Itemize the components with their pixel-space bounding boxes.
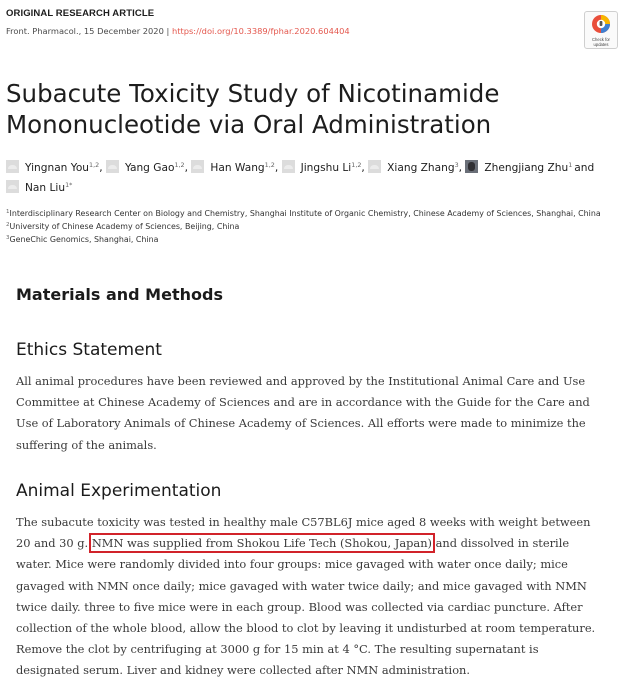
- affiliation-number: 2: [6, 222, 10, 229]
- affiliation-number: 1: [6, 209, 10, 215]
- author-name[interactable]: Jingshu Li: [300, 162, 352, 174]
- author-affiliation-sup: 1: [568, 161, 573, 169]
- author-item[interactable]: [106, 162, 185, 174]
- affiliation-list: [6, 207, 618, 247]
- check-updates-icon: [591, 14, 611, 34]
- author-avatar-icon: [282, 160, 295, 173]
- author-list: [6, 158, 621, 198]
- ethics-statement-heading: Ethics Statement: [16, 340, 162, 360]
- doi-link[interactable]: https://doi.org/10.3389/fphar.2020.604404: [171, 26, 350, 36]
- author-separator: ,: [458, 162, 463, 174]
- author-separator: ,: [184, 162, 188, 174]
- author-affiliation-sup: 1,2: [89, 161, 100, 169]
- author-name[interactable]: Yingnan You: [25, 162, 90, 174]
- author-affiliation-sup: 1*: [65, 181, 73, 189]
- check-for-updates-badge[interactable]: [584, 11, 618, 49]
- affiliation-text: Interdisciplinary Research Center on Biology and Chemistry, Shanghai Institute of Organic Chemistry, Chinese Academy of Sciences, Shanghai, China: [9, 209, 601, 218]
- animal-experimentation-heading: Animal Experimentation: [16, 481, 222, 501]
- line-segment: and dissolved in sterile: [431, 536, 570, 551]
- author-item[interactable]: [6, 162, 99, 174]
- paragraph-line: Use of Laboratory Animals of Chinese Academy of Sciences. All efforts were made to minimize the: [16, 416, 586, 431]
- author-avatar-icon: [368, 160, 381, 173]
- affiliation-item: [6, 220, 618, 233]
- paragraph-line: Remove the clot by centrifuging at 3000 g for 15 min at 4 °C. The resulting supernatant is: [16, 642, 539, 657]
- affiliation-item: [6, 233, 618, 246]
- affiliation-number: 3: [6, 235, 10, 242]
- author-name[interactable]: Zhengjiang Zhu: [484, 162, 569, 174]
- animal-experimentation-text: [16, 512, 616, 682]
- paragraph-line: water. Mice were randomly divided into four groups: mice gavaged with water once daily; mice: [16, 557, 568, 572]
- citation-line: [6, 26, 350, 36]
- author-item[interactable]: [6, 182, 72, 194]
- paragraph-line: designated serum. Liver and kidney were collected after NMN administration.: [16, 663, 471, 678]
- author-avatar-icon: [6, 180, 19, 193]
- paragraph-line: All animal procedures have been reviewed and approved by the Institutional Animal Care and Use: [16, 374, 586, 388]
- author-name[interactable]: Nan Liu: [25, 182, 66, 194]
- author-separator: ,: [361, 162, 365, 174]
- paragraph-line: twice daily. three to five mice were in each group. Blood was collected via cardiac puncture. After: [16, 599, 583, 614]
- journal-date: Front. Pharmacol., 15 December 2020 |: [6, 26, 172, 36]
- author-affiliation-sup: 1,2: [264, 161, 275, 169]
- author-avatar-icon: [465, 160, 478, 173]
- author-item[interactable]: [465, 162, 572, 174]
- paragraph-line: Committee at Chinese Academy of Sciences and are in accordance with the Guide for the Care and: [16, 395, 590, 410]
- author-item[interactable]: [191, 162, 274, 174]
- author-separator: ,: [274, 162, 279, 174]
- author-name[interactable]: Xiang Zhang: [387, 162, 455, 174]
- author-item[interactable]: [282, 161, 365, 174]
- paragraph-line: collection of the whole blood, allow the blood to clot by leaving it undisturbed at room temperature.: [16, 621, 596, 636]
- affiliation-item: [6, 207, 618, 220]
- badge-label-line2: updates: [593, 41, 609, 47]
- article-title: Subacute Toxicity Study of Nicotinamide Mononucleotide via Oral Administration: [6, 79, 500, 139]
- paragraph-line: gavaged with NMN once daily; mice gavaged with water twice daily; and mice gavaged with NMN: [16, 578, 587, 593]
- author-name[interactable]: Han Wang: [210, 162, 265, 174]
- badge-label-line1: Check for: [592, 37, 610, 42]
- author-affiliation-sup: 1,2: [351, 161, 362, 169]
- affiliation-text: University of Chinese Academy of Sciences, Beijing, China: [9, 222, 240, 232]
- author-separator: ,: [99, 162, 103, 174]
- paragraph-line: suffering of the animals.: [16, 437, 157, 452]
- highlighted-supplier-text: NMN was supplied from Shokou Life Tech (Shokou, Japan): [91, 536, 432, 551]
- author-avatar-icon: [6, 160, 19, 173]
- paragraph-line: [16, 533, 616, 554]
- ethics-statement-text: [16, 371, 616, 456]
- paragraph-line: The subacute toxicity was tested in healthy male C57BL6J mice aged 8 weeks with weight between: [16, 515, 591, 529]
- line-segment: 20 and 30 g.: [16, 536, 92, 551]
- author-avatar-icon: [191, 160, 204, 173]
- affiliation-text: GeneChic Genomics, Shanghai, China: [9, 235, 159, 245]
- author-affiliation-sup: 3: [454, 161, 459, 169]
- section-heading: Materials and Methods: [16, 285, 223, 304]
- author-affiliation-sup: 1,2: [174, 161, 185, 169]
- author-name[interactable]: Yang Gao: [124, 162, 175, 174]
- author-separator: and: [574, 162, 595, 174]
- author-item[interactable]: [368, 162, 458, 174]
- author-avatar-icon: [106, 160, 119, 173]
- article-type-label: ORIGINAL RESEARCH ARTICLE: [6, 8, 155, 19]
